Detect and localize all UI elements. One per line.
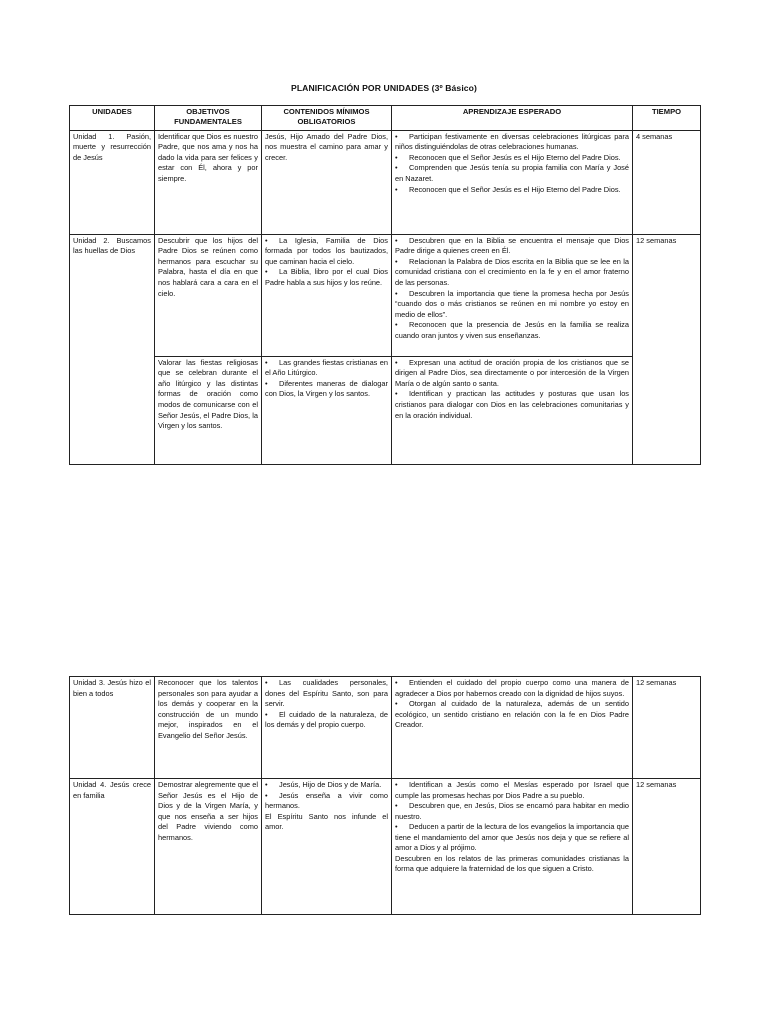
header-objetivos: OBJETIVOS FUNDAMENTALES [155, 106, 262, 131]
list-item: • Deducen a partir de la lectura de los evangelios la importancia que tiene el mandamiento del amor que Jesús nos deja y que se refiere al amor a Dios y al prójimo. [395, 822, 629, 853]
planning-table-2 [69, 676, 701, 915]
list-item: • Relacionan la Palabra de Dios escrita en la Biblia que se lee en la comunidad cristiana con el crecimiento en la fe y en el amor fraterno de las personas. [395, 256, 629, 287]
list-item-plain: Descubren en los relatos de las primeras comunidades cristianas la forma que adquiere la fraternidad de los que siguen a Cristo. [395, 853, 629, 874]
bullet-icon: • [395, 357, 398, 367]
bullet-icon: • [395, 256, 398, 266]
aprendizaje-cell [392, 677, 633, 779]
bullet-icon: • [265, 790, 268, 800]
bullet-icon: • [395, 152, 398, 162]
table-row [70, 677, 701, 779]
tiempo-cell: 12 semanas [633, 677, 701, 779]
objetivo-cell: Identificar que Dios es nuestro Padre, que nos ama y nos ha dado la vida para ser felices y estar con Él, ahora y por siempre. [155, 130, 262, 234]
objetivo-cell: Demostrar alegremente que el Señor Jesús es el Hijo de Dios y de la Virgen María, y que nos enseña a ser hijos del Padre viviendo como hermanos. [155, 779, 262, 915]
aprendizaje-cell [392, 779, 633, 915]
document-title: PLANIFICACIÓN POR UNIDADES (3º Básico) [291, 83, 477, 93]
objetivo-cell: Reconocer que los talentos personales son para ayudar a los demás y cooperar en la construcción de un mundo mejor, inspirados en el Evangelio del Señor Jesús. [155, 677, 262, 779]
bullet-icon: • [395, 320, 398, 330]
bullet-icon: • [395, 389, 398, 399]
bullet-icon: • [395, 699, 398, 709]
list-item: • La Biblia, libro por el cual Dios Padre habla a sus hijos y los reúne. [265, 267, 388, 287]
tiempo-cell: 4 semanas [633, 130, 701, 234]
list-item: • La Iglesia, Familia de Dios formada por todos los bautizados, que caminan hacia el cielo. [265, 235, 388, 266]
list-item: • Las cualidades personales, dones del Espíritu Santo, son para servir. [265, 678, 388, 709]
bullet-icon: • [265, 267, 268, 277]
header-unidades: UNIDADES [70, 106, 155, 131]
bullet-icon: • [265, 378, 268, 388]
bullet-icon: • [395, 288, 398, 298]
bullet-icon: • [395, 163, 398, 173]
planning-table-1 [69, 105, 701, 465]
aprendizaje-cell [392, 130, 633, 234]
list-item: • Identifican a Jesús como el Mesías esperado por Israel que cumple las promesas hechas por Dios Padre a su pueblo. [395, 780, 629, 800]
list-item: • Expresan una actitud de oración propia de los cristianos que se dirigen al Padre Dios, sea directamente o por intercesión de la Virgen María o de algún santo o santa. [395, 357, 629, 388]
table-row [70, 234, 701, 356]
tiempo-cell: 12 semanas [633, 779, 701, 915]
table-header-row [70, 106, 701, 131]
unidad-cell: Unidad 4. Jesús crece en familia [70, 779, 155, 915]
contenidos-cell [262, 677, 392, 779]
list-item: • Descubren que, en Jesús, Dios se encarnó para habitar en medio nuestro. [395, 801, 629, 821]
bullet-icon: • [395, 801, 398, 811]
aprendizaje-cell [392, 356, 633, 464]
list-item: • Entienden el cuidado del propio cuerpo como una manera de agradecer a Dios por habernos creado con la dignidad de hijos suyos. [395, 678, 629, 698]
list-item: • Jesús, Hijo de Dios y de María. [265, 780, 382, 789]
list-item: • Otorgan al cuidado de la naturaleza, además de un sentido ecológico, un sentido cristiano en relación con la fe en Dios Padre Creador. [395, 699, 629, 730]
unidad-cell: Unidad 3. Jesús hizo el bien a todos [70, 677, 155, 779]
unidad-cell: Unidad 2. Buscamos las huellas de Dios [70, 234, 155, 464]
list-item: • Reconocen que la presencia de Jesús en la familia se realiza cuando oran juntos y viven sus enseñanzas. [395, 320, 629, 340]
bullet-icon: • [395, 235, 398, 245]
table-row [70, 356, 701, 464]
header-aprendizaje: APRENDIZAJE ESPERADO [392, 106, 633, 131]
list-item: • Descubren la importancia que tiene la promesa hecha por Jesús “cuando dos o más cristianos se reúnen en mi nombre yo estoy en medio de ellos”. [395, 288, 629, 319]
table-row [70, 130, 701, 234]
contenidos-cell [262, 234, 392, 356]
list-item: • Comprenden que Jesús tenía su propia familia con María y José en Nazaret. [395, 163, 629, 183]
aprendizaje-cell [392, 234, 633, 356]
bullet-icon: • [395, 131, 398, 141]
list-item: • Diferentes maneras de dialogar con Dios, la Virgen y los santos. [265, 378, 388, 399]
bullet-icon: • [395, 184, 398, 194]
contenidos-cell [262, 356, 392, 464]
list-item-plain: El Espíritu Santo nos infunde el amor. [265, 811, 388, 832]
tiempo-cell: 12 semanas [633, 234, 701, 464]
bullet-icon: • [265, 235, 268, 245]
list-item: • Identifican y practican las actitudes y posturas que usan los cristianos para dialogar con Dios en las celebraciones comunitarias y en la oración individual. [395, 389, 629, 420]
bullet-icon: • [395, 678, 398, 687]
unidad-cell: Unidad 1. Pasión, muerte y resurrección de Jesús [70, 130, 155, 234]
header-contenidos: CONTENIDOS MÍNIMOS OBLIGATORIOS [262, 106, 392, 131]
table-row [70, 779, 701, 915]
bullet-icon: • [395, 780, 398, 789]
list-item: • Participan festivamente en diversas celebraciones litúrgicas para niños distinguiéndolas de otras celebraciones humanas. [395, 131, 629, 152]
bullet-icon: • [395, 822, 398, 832]
objetivo-cell: Valorar las fiestas religiosas que se celebran durante el año litúrgico y las distintas formas de oración como modos de comunicarse con el Señor Jesús, el Padre Dios, la Virgen y los santos. [155, 356, 262, 464]
list-item: • El cuidado de la naturaleza, de los demás y del propio cuerpo. [265, 709, 388, 730]
objetivo-cell: Descubrir que los hijos del Padre Dios se reúnen como hermanos para escuchar su Palabra, hasta el día en que nos hablará cara a cara en el cielo. [155, 234, 262, 356]
list-item: • Jesús enseña a vivir como hermanos. [265, 790, 388, 811]
contenidos-cell: Jesús, Hijo Amado del Padre Dios, nos muestra el camino para amar y crecer. [262, 130, 392, 234]
contenidos-cell [262, 779, 392, 915]
list-item: • Reconocen que el Señor Jesús es el Hijo Eterno del Padre Dios. [395, 152, 621, 162]
bullet-icon: • [265, 709, 268, 719]
bullet-icon: • [265, 780, 268, 789]
list-item: • Las grandes fiestas cristianas en el Año Litúrgico. [265, 357, 388, 378]
list-item: • Descubren que en la Biblia se encuentra el mensaje que Dios Padre dirige a quienes creen en Él. [395, 235, 629, 256]
bullet-icon: • [265, 357, 268, 367]
list-item: • Reconocen que el Señor Jesús es el Hijo Eterno del Padre Dios. [395, 184, 621, 194]
header-tiempo: TIEMPO [633, 106, 701, 131]
bullet-icon: • [265, 678, 268, 687]
